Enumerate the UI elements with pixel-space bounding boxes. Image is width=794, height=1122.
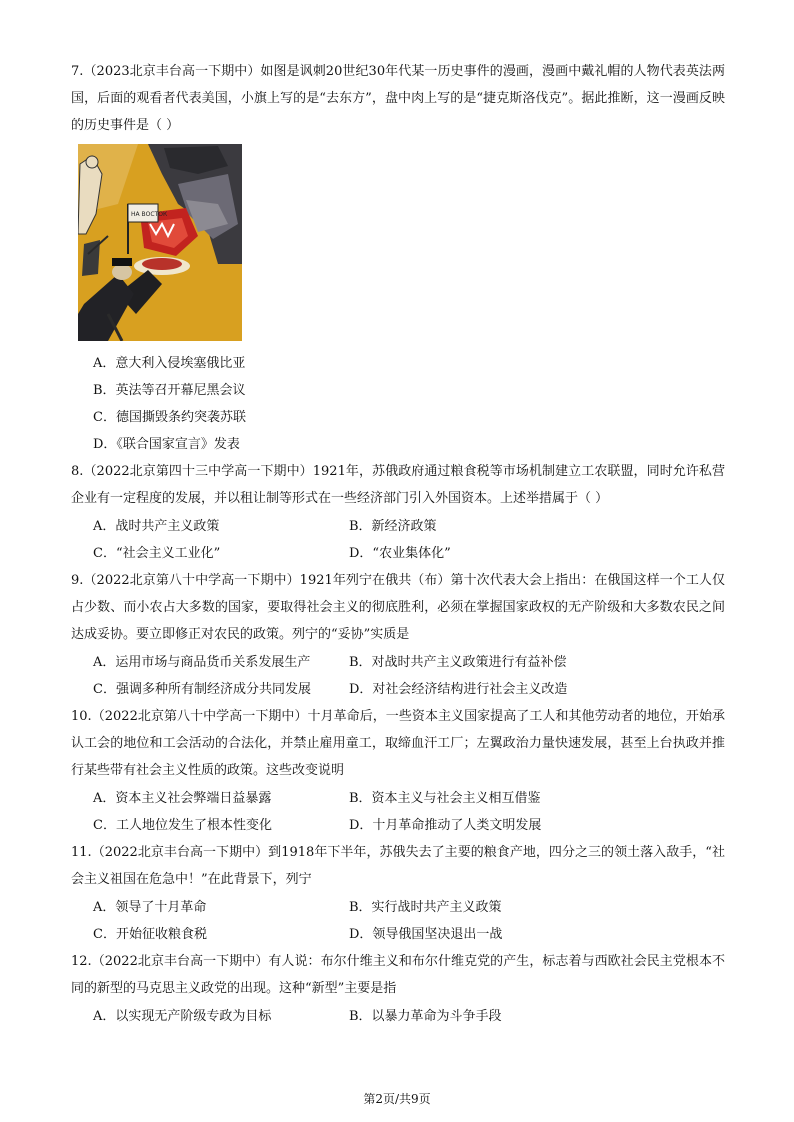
question-7-option-a: A．意大利入侵埃塞俄比亚 <box>93 356 246 371</box>
question-9-option-a: A．运用市场与商品货币关系发展生产 <box>93 655 311 670</box>
question-7-stem: 7.（2023北京丰台高一下期中）如图是讽刺20世纪30年代某一历史事件的漫画，漫画中戴礼帽的人物代表英法两国，后面的观看者代表美国，小旗上写的是“去东方”，盘中肉上写的是“捷克斯洛伐克”。据此推断，这一漫画反映的历史事件是（ ） <box>71 64 725 133</box>
question-9-option-b: B．对战时共产主义政策进行有益补偿 <box>349 655 567 670</box>
question-8-stem: 8.（2022北京第四十三中学高一下期中）1921年，苏俄政府通过粮食税等市场机制建立工农联盟，同时允许私营企业有一定程度的发展，并以租让制等形式在一些经济部门引入外国资本。上述举措属于（ ） <box>71 464 725 506</box>
question-10-stem: 10.（2022北京第八十中学高一下期中）十月革命后，一些资本主义国家提高了工人和其他劳动者的地位，开始承认工会的地位和工会活动的合法化，并禁止雇用童工，取缔血汗工厂；左翼政治力量快速发展，甚至上台执政并推行某些带有社会主义性质的政策。这些改变说明 <box>71 709 725 778</box>
question-10-option-d: D．十月革命推动了人类文明发展 <box>349 818 542 833</box>
question-7-option-c: C．德国撕毁条约突袭苏联 <box>93 410 246 425</box>
cartoon-image <box>78 144 242 341</box>
question-11-option-c: C．开始征收粮食税 <box>93 927 207 942</box>
question-7-option-b: B．英法等召开幕尼黑会议 <box>93 383 246 398</box>
question-9-option-d: D．对社会经济结构进行社会主义改造 <box>349 682 568 697</box>
question-8-option-a: A．战时共产主义政策 <box>93 519 220 534</box>
question-8-option-c: C．“社会主义工业化” <box>93 546 221 561</box>
question-9-stem: 9.（2022北京第八十中学高一下期中）1921年列宁在俄共（布）第十次代表大会上指出：在俄国这样一个工人仅占少数、而小农占大多数的国家，要取得社会主义的彻底胜利，必须在掌握国家政权的无产阶级和大多数农民之间达成妥协。要立即修正对农民的政策。列宁的“妥协”实质是 <box>71 573 725 642</box>
question-11-option-b: B．实行战时共产主义政策 <box>349 900 502 915</box>
question-12-option-a: A．以实现无产阶级专政为目标 <box>93 1009 272 1024</box>
question-11-stem: 11.（2022北京丰台高一下期中）到1918年下半年，苏俄失去了主要的粮食产地，四分之三的领土落入敌手，“社会主义祖国在危急中！”在此背景下，列宁 <box>71 845 725 887</box>
question-10-option-c: C．工人地位发生了根本性变化 <box>93 818 272 833</box>
question-11-option-a: A．领导了十月革命 <box>93 900 207 915</box>
question-12-option-b: B．以暴力革命为斗争手段 <box>349 1009 502 1024</box>
cartoon-flag-text: НА ВОСТОК <box>131 211 168 218</box>
question-8-option-d: D．“农业集体化” <box>349 546 451 561</box>
question-9-option-c: C．强调多种所有制经济成分共同发展 <box>93 682 311 697</box>
question-11-option-d: D．领导俄国坚决退出一战 <box>349 927 503 942</box>
question-12-stem: 12.（2022北京丰台高一下期中）有人说：布尔什维主义和布尔什维克党的产生，标志着与西欧社会民主党根本不同的新型的马克思主义政党的出现。这种“新型”主要是指 <box>71 954 725 996</box>
question-10-option-a: A．资本主义社会弊端日益暴露 <box>93 791 272 806</box>
page-footer: 第2页/共9页 <box>363 1092 431 1106</box>
question-10-option-b: B．资本主义与社会主义相互借鉴 <box>349 791 541 806</box>
question-8-option-b: B．新经济政策 <box>349 519 437 534</box>
question-7-option-d: D．《联合国家宣言》发表 <box>93 437 240 452</box>
cartoon-illustration <box>78 144 242 341</box>
